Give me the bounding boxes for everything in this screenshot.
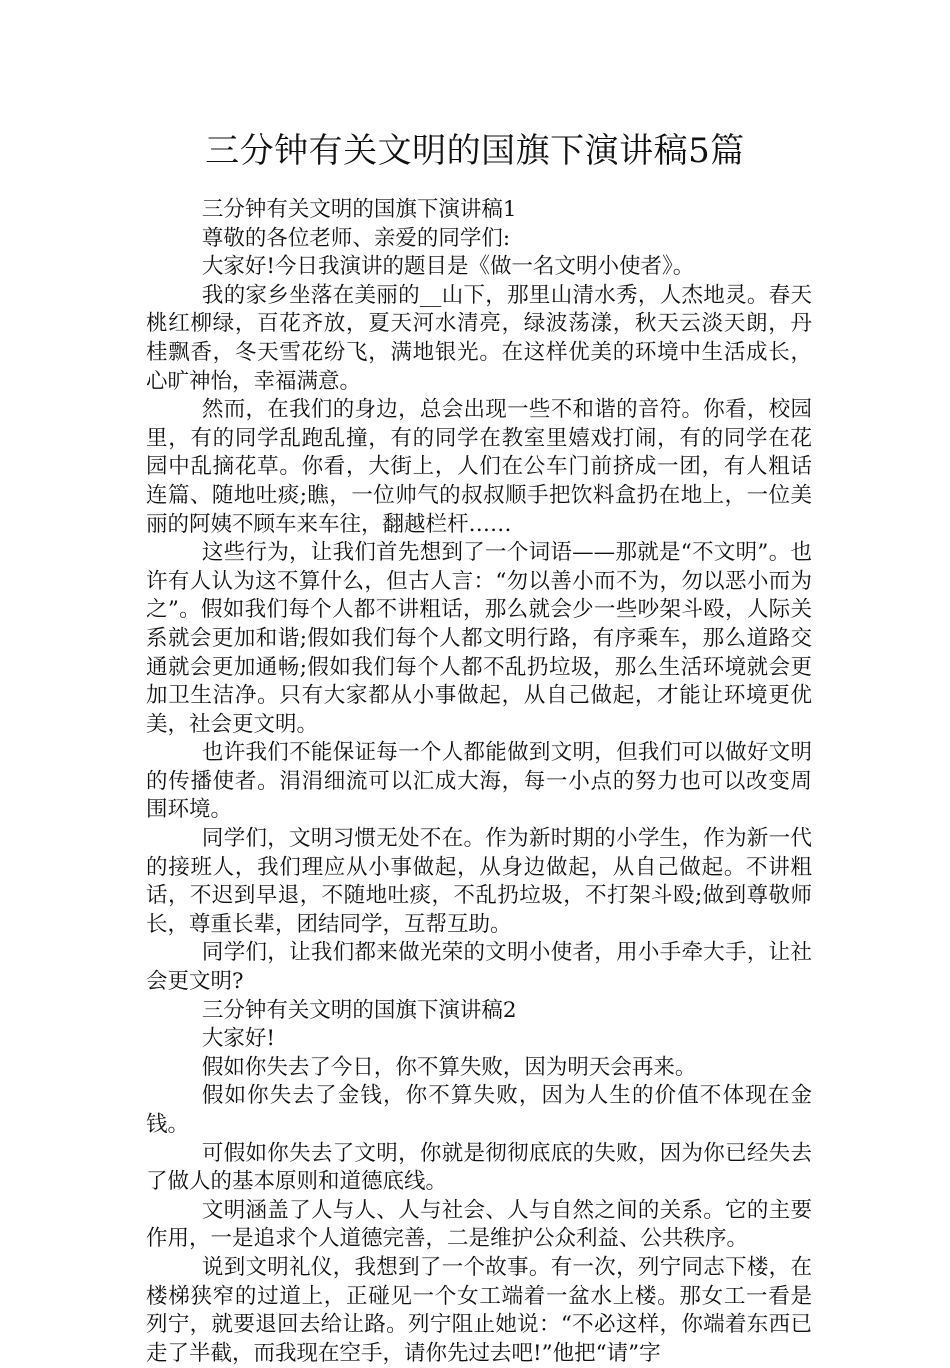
paragraph: 文明涵盖了人与人、人与社会、人与自然之间的关系。它的主要作用，一是追求个人道德完善，二是维护公众利益、公共秩序。 [146,1197,812,1252]
paragraph: 同学们，文明习惯无处不在。作为新时期的小学生，作为新一代的接班人，我们理应从小事做起，从身边做起，从自己做起。不讲粗话，不迟到早退，不随地吐痰，不乱扔垃圾，不打架斗殴;做到尊敬师长，尊重长辈，团结同学，互帮互助。 [146,826,812,937]
paragraph: 大家好!今日我演讲的题目是《做一名文明小使者》。 [201,254,695,280]
paragraph: 大家好! [201,1026,276,1052]
paragraph: 假如你失去了金钱，你不算失败，因为人生的价值不体现在金钱。 [146,1083,812,1137]
paragraph: 三分钟有关文明的国旗下演讲稿1 [201,197,517,222]
document-body [146,196,812,1368]
paragraph: 我的家乡坐落在美丽的__山下，那里山清水秀，人杰地灵。春天桃红柳绿，百花齐放，夏天河水清亮，绿波荡漾，秋天云淡天朗，丹桂飘香，冬天雪花纷飞，满地银光。在这样优美的环境中生活成长，心旷神怡，幸福满意。 [146,282,812,394]
paragraph: 说到文明礼仪，我想到了一个故事。有一次，列宁同志下楼，在楼梯狭窄的过道上，正碰见一个女工端着一盆水上楼。那女工一看是列宁，就要退回去给让路。列宁阻止她说：“不必这样，你端着东西已走了半截，而我现在空手，请你先过去吧!”他把“请”字 [146,1254,812,1366]
paragraph: 尊敬的各位老师、亲爱的同学们: [201,225,511,251]
paragraph: 也许我们不能保证每一个人都能做到文明，但我们可以做好文明的传播使者。涓涓细流可以汇成大海，每一小点的努力也可以改变周围环境。 [146,740,812,823]
paragraph: 同学们，让我们都来做光荣的文明小使者，用小手牵大手，让社会更文明? [146,940,812,995]
paragraph: 这些行为，让我们首先想到了一个词语——那就是“不文明”。也许有人认为这不算什么，但古人言：“勿以善小而不为，勿以恶小而为之”。假如我们每个人都不讲粗话，那么就会少一些吵架斗殴，人际关系就会更加和谐;假如我们每个人都文明行路，有序乘车，那么道路交通就会更加通畅;假如我们每个人都不乱扔垃圾，那么生活环境就会更加卫生洁净。只有大家都从小事做起，从自己做起，才能让环境更优美，社会更文明。 [146,540,812,737]
paragraph: 假如你失去了今日，你不算失败，因为明天会再来。 [201,1054,697,1080]
paragraph: 可假如你失去了文明，你就是彻彻底底的失败，因为你已经失去了做人的基本原则和道德底线。 [146,1140,812,1195]
paragraph: 然而，在我们的身边，总会出现一些不和谐的音符。你看，校园里，有的同学乱跑乱撞，有的同学在教室里嬉戏打闹，有的同学在花园中乱摘花草。你看，大街上，人们在公车门前挤成一团，有人粗话连篇、随地吐痰;瞧，一位帅气的叔叔顺手把饮料盒扔在地上，一位美丽的阿姨不顾车来车往，翻越栏杆…… [146,397,812,537]
paragraph: 三分钟有关文明的国旗下演讲稿2 [201,997,517,1023]
document-title: 三分钟有关文明的国旗下演讲稿5篇 [205,131,745,171]
